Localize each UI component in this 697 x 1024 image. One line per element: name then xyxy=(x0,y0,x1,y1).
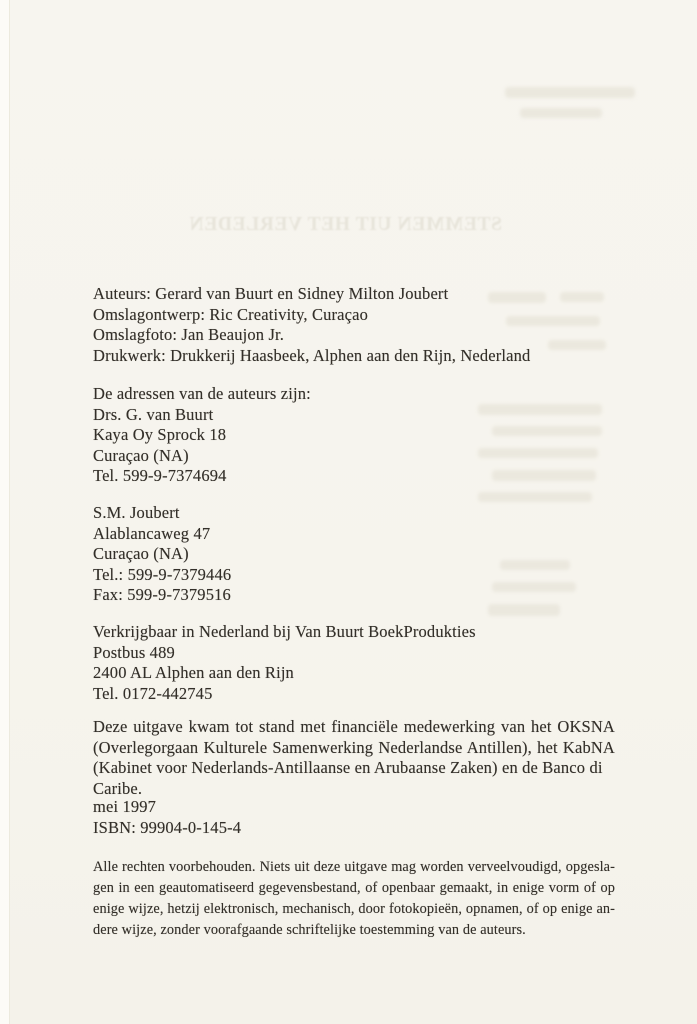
isbn: ISBN: 99904-0-145-4 xyxy=(93,817,242,837)
scan-edge-strip xyxy=(0,0,10,1024)
address-phone: Tel.: 599-9-7379446 xyxy=(93,564,232,584)
credits-cover-design: Omslagontwerp: Ric Creativity, Curaçao xyxy=(93,304,368,324)
address-street: Alablancaweg 47 xyxy=(93,523,211,543)
bleed-through-line xyxy=(520,108,602,118)
address-name: S.M. Joubert xyxy=(93,503,180,522)
rights-line: Alle rechten voorbehouden. Niets uit deze uitgave mag worden verveelvoudigd, opgesla- xyxy=(93,859,615,875)
address-country: Curaçao (NA) xyxy=(93,544,189,564)
address-country: Curaçao (NA) xyxy=(93,445,189,465)
funding-line: (Kabinet voor Nederlands-Antillaanse en Arubaanse Zaken) en de Banco di Caribe. xyxy=(93,758,603,798)
availability-city: 2400 AL Alphen aan den Rijn xyxy=(93,663,294,683)
bleed-through-line xyxy=(505,87,635,98)
address-fax: Fax: 599-9-7379516 xyxy=(93,585,231,605)
funding-block xyxy=(93,717,615,799)
address-name: Drs. G. van Buurt xyxy=(93,404,214,424)
address-street: Kaya Oy Sprock 18 xyxy=(93,425,227,445)
address-phone: Tel. 599-9-7374694 xyxy=(93,466,227,486)
address-joubert-block xyxy=(93,503,615,606)
funding-line: Deze uitgave kwam tot stand met financiële medewerking van het OKSNA xyxy=(93,717,615,736)
availability-intro: Verkrijgbaar in Nederland bij Van Buurt BoekProdukties xyxy=(93,622,476,641)
rights-block xyxy=(93,857,615,941)
rights-line: dere wijze, zonder voorafgaande schriftelijke toestemming van de auteurs. xyxy=(93,921,526,938)
credits-cover-photo: Omslagfoto: Jan Beaujon Jr. xyxy=(93,325,285,345)
address-intro: De adressen van de auteurs zijn: xyxy=(93,384,311,403)
availability-phone: Tel. 0172-442745 xyxy=(93,683,213,703)
edition-date: mei 1997 xyxy=(93,797,157,816)
bleed-through-line xyxy=(478,492,592,502)
credits-block xyxy=(93,284,615,366)
credits-authors: Auteurs: Gerard van Buurt en Sidney Milton Joubert xyxy=(93,284,449,303)
availability-pobox: Postbus 489 xyxy=(93,642,175,662)
edition-block xyxy=(93,797,615,838)
address-van-buurt-block xyxy=(93,384,615,487)
rights-line: enige wijze, hetzij elektronisch, mechanisch, door fotokopieën, opnamen, of op enige an- xyxy=(93,900,615,917)
funding-line: (Overlegorgaan Kulturele Samenwerking Nederlandse Antillen), het KabNA xyxy=(93,737,615,757)
credits-printer: Drukwerk: Drukkerij Haasbeek, Alphen aan den Rijn, Nederland xyxy=(93,345,531,365)
availability-block xyxy=(93,622,615,704)
rights-line: gen in een geautomatiseerd gegevensbestand, of openbaar gemaakt, in enige vorm of op xyxy=(93,879,615,896)
bleed-through-mirrored-title: STEMMEN UIT HET VERLEDEN xyxy=(189,214,502,235)
